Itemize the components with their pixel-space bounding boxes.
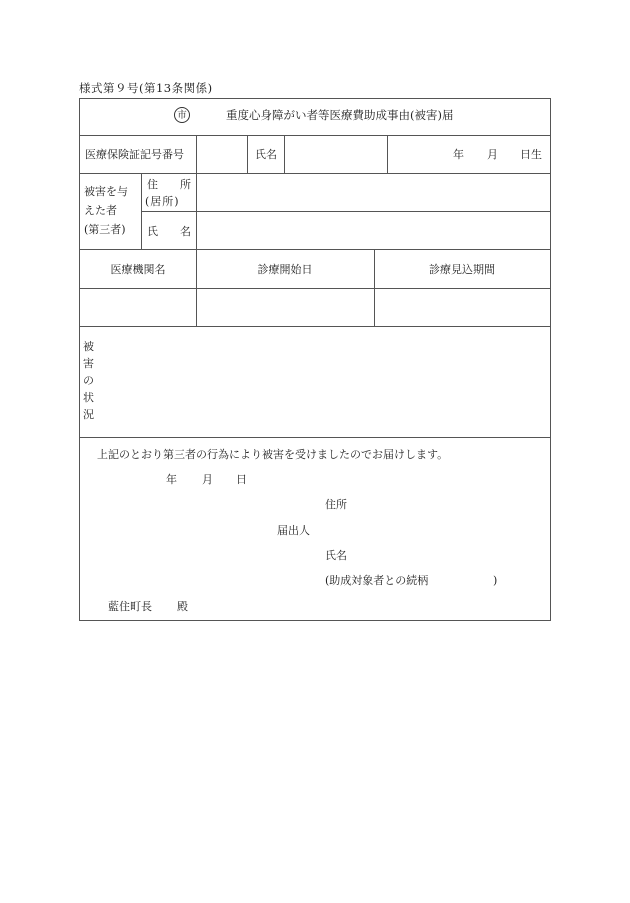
dob-day-label: 日生 [520, 148, 542, 161]
city-seal-icon: 市 [174, 107, 190, 123]
divider-r1-b [247, 135, 248, 173]
applicant-address-label: 住所 [325, 498, 347, 511]
medical-institution-label: 医療機関名 [110, 263, 166, 276]
divider-r1-c [284, 135, 285, 173]
insurance-number-label: 医療保険証記号番号 [85, 148, 184, 161]
declaration-statement: 上記のとおり第三者の行為により被害を受けましたのでお届けします。 [97, 448, 449, 461]
rule-after-medical-values [79, 326, 551, 327]
applicant-name-label: 氏名 [325, 549, 347, 562]
declaration-year-label: 年 [166, 473, 177, 486]
damage-situation-label [83, 341, 94, 426]
divider-medical-b [374, 249, 375, 326]
rule-between-address-name [141, 211, 551, 212]
form-number-label: 様式第９号(第13条関係) [79, 81, 213, 95]
offender-residence-label: (居所) [145, 195, 180, 208]
offender-label-line3: (第三者) [84, 223, 126, 236]
rule-after-title [79, 135, 551, 136]
offender-name-label: 氏 名 [147, 225, 191, 238]
dob-month-label: 月 [487, 148, 498, 161]
damage-char-3: の [83, 374, 94, 387]
divider-r1-a [196, 135, 197, 173]
divider-offender-b [196, 173, 197, 249]
damage-char-5: 況 [83, 408, 94, 421]
offender-address-label: 住 所 [147, 178, 191, 191]
offender-label-line2: えた者 [84, 204, 117, 217]
treatment-period-label: 診療見込期間 [429, 263, 495, 276]
form-frame [79, 98, 551, 621]
declaration-month-label: 月 [202, 473, 213, 486]
relationship-label: (助成対象者との続柄 [325, 574, 429, 587]
name-label: 氏名 [255, 148, 277, 161]
rule-after-medical-header [79, 288, 551, 289]
divider-r1-d [387, 135, 388, 173]
addressee-label: 藍住町長 [108, 600, 152, 613]
rule-after-insurance [79, 173, 551, 174]
divider-medical-a [196, 249, 197, 326]
treatment-start-label: 診療開始日 [257, 263, 313, 276]
damage-char-2: 害 [83, 357, 94, 370]
damage-char-1: 被 [83, 340, 94, 353]
form-title: 重度心身障がい者等医療費助成事由(被害)届 [226, 108, 454, 122]
dob-year-label: 年 [453, 148, 464, 161]
applicant-label: 届出人 [277, 524, 310, 537]
declaration-day-label: 日 [236, 473, 247, 486]
relationship-close-paren: ) [493, 574, 498, 587]
rule-after-offender [79, 249, 551, 250]
divider-offender-a [141, 173, 142, 249]
rule-after-damage [79, 437, 551, 438]
offender-label-line1: 被害を与 [84, 185, 128, 198]
honorific-label: 殿 [177, 600, 188, 613]
damage-char-4: 状 [83, 391, 94, 404]
